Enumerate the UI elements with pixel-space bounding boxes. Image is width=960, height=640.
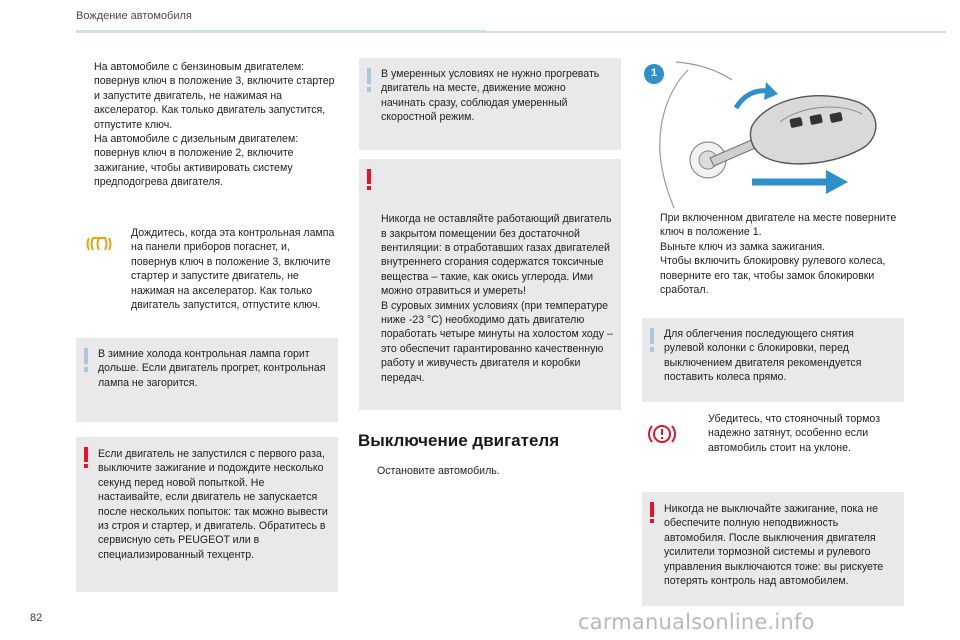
- header-rule: [76, 30, 486, 33]
- list-item: [359, 464, 621, 478]
- bullet-icon: [642, 211, 654, 240]
- warning-box-text: Никогда не оставляйте работающий двигатель в закрытом помещении без достаточной вентиляции: в отработавших газах двигателей внутреннего сгорания содержатся токсичные вещества – такие, как окись углерода. Ими можно отравиться и умереть! В суровых зимних условиях (при температуре ниже -23 °C) необходимо дать двигателю поработать четыре минуты на холостом ходу – это обеспечит гарантированно качественную работу и живучесть двигателя и коробки передач.: [381, 213, 613, 384]
- list-item-text: На автомобиле с бензиновым двигателем: повернув ключ в положение 3, включите стартер и запустите двигатель, не нажимая на акселератор. Как только двигатель запустится, отпустите ключ.: [94, 61, 335, 131]
- bullet-icon: [690, 412, 702, 455]
- warning-marker-icon: [650, 502, 654, 517]
- list-item-text: Остановите автомобиль.: [377, 465, 500, 477]
- preheat-note: Дождитесь, когда эта контрольная лампа на панели приборов погаснет, и, повернув ключ в положение 3, включите стартер и запустите двигатель, не нажимая на акселератор. Как только двигатель запустится, отпустите ключ.: [131, 227, 335, 312]
- list-item: [690, 412, 904, 455]
- warning-marker-icon: [84, 447, 88, 462]
- parking-brake-icon: [648, 423, 676, 445]
- header-rule-right: [486, 31, 946, 33]
- list-item: [76, 60, 338, 132]
- glow-plug-lamp-icon: [86, 234, 112, 254]
- info-marker-icon: [650, 328, 654, 344]
- bullet-icon: [642, 240, 654, 254]
- list-item: [642, 240, 904, 254]
- list-item-text: Чтобы включить блокировку рулевого колеса, поверните его так, чтобы замок блокировки сработал.: [660, 255, 886, 297]
- col1-bullet-list: [76, 60, 338, 190]
- warning-box-ignition-off: [642, 492, 904, 606]
- list-item-text: При включенном двигателе на месте поверните ключ в положение 1.: [660, 212, 897, 239]
- info-box-text: Для облегчения последующего снятия рулевой колонки с блокировки, перед выключением двигателя рекомендуется поставить колеса прямо.: [664, 328, 862, 384]
- info-box-warmup: [359, 58, 621, 150]
- watermark: carmanualsonline.info: [578, 610, 815, 634]
- info-marker-icon: [84, 348, 88, 364]
- page-number: 82: [30, 612, 43, 624]
- info-marker-icon: [367, 68, 371, 84]
- figure-label: 1: [650, 67, 658, 79]
- list-item-text: На автомобиле с дизельным двигателем: повернув ключ в положение 2, включите зажигание, чтобы активировать систему предподогрева двигателя.: [94, 133, 299, 189]
- list-item: [642, 211, 904, 240]
- page-header-title: Вождение автомобиля: [76, 10, 192, 22]
- warning-box-text: Если двигатель не запустился с первого раза, выключите зажигание и подождите несколько секунд перед новой попыткой. Не настаивайте, если двигатель не запускается после нескольких попыток: так можно вывести из строя и стартер, и двигатель. Обратитесь в сервисную сеть PEUGEOT или в специализированный техцентр.: [98, 448, 328, 561]
- info-box-text: В умеренных условиях не нужно прогревать двигатель на месте, движение можно начинать сразу, соблюдая умеренный скоростной режим.: [381, 68, 600, 124]
- list-item-text: Убедитесь, что стояночный тормоз надежно затянут, особенно если автомобиль стоит на уклоне.: [708, 413, 881, 454]
- brake-note: [690, 412, 904, 455]
- section-title: Выключение двигателя: [358, 431, 560, 450]
- list-item-text: Выньте ключ из замка зажигания.: [660, 240, 826, 253]
- col3-bullet-list: [642, 211, 904, 297]
- list-item: [76, 132, 338, 190]
- key-fob-figure: [640, 58, 902, 208]
- bullet-icon: [76, 60, 88, 132]
- warning-marker-icon: [367, 169, 371, 184]
- bullet-icon: [359, 464, 371, 478]
- warning-box-text: Никогда не выключайте зажигание, пока не обеспечите полную неподвижность автомобиля. После выключения двигателя усилители тормозной системы и рулевого управления выключаются тоже: вы рискуете потерять контроль над автомобилем.: [664, 503, 884, 588]
- bullet-icon: [642, 254, 654, 297]
- info-box-text: В зимние холода контрольная лампа горит дольше. Если двигатель прогрет, контрольная лампа не загорится.: [98, 348, 326, 389]
- info-box-wheels: [642, 318, 904, 402]
- warning-box-start-failure: [76, 437, 338, 592]
- list-item: [642, 254, 904, 297]
- bullet-icon: [76, 132, 88, 190]
- info-box-winter: [76, 338, 338, 422]
- col2-bullet-list: [359, 464, 621, 478]
- warning-box-ventilation: [359, 159, 621, 410]
